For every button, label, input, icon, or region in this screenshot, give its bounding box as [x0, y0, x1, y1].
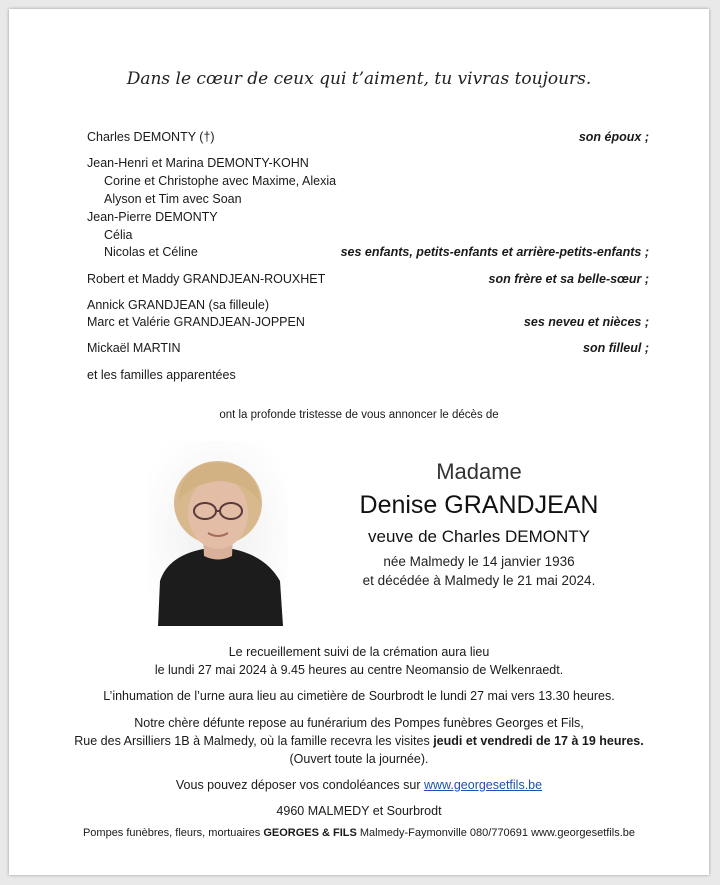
deceased-dates: [309, 552, 649, 590]
deceased-widow: veuve de Charles DEMONTY: [367, 527, 591, 546]
spouse-relation: son époux ;: [578, 130, 649, 144]
birth-line: née Malmedy le 14 janvier 1936: [383, 554, 575, 569]
obituary-card: [9, 9, 709, 875]
ceremony-line2: le lundi 27 mai 2024 à 9.45 heures au centre Neomansio de Welkenraedt.: [154, 663, 564, 677]
godson-relation: son filleul ;: [583, 341, 649, 355]
sibling-relation: son frère et sa belle-sœur ;: [488, 272, 649, 286]
grandchild1: Corine et Christophe avec Maxime, Alexia: [104, 174, 337, 188]
spouse-name: Charles DEMONTY (†): [87, 130, 215, 144]
child1: Jean-Henri et Marina DEMONTY-KOHN: [87, 156, 309, 170]
motto: Dans le cœur de ceux qui t’aiment, tu vivras toujours.: [126, 69, 592, 89]
grandchild3: Célia: [104, 228, 133, 242]
burial-line: L’inhumation de l’urne aura lieu au cimetière de Sourbrodt le lundi 27 mai vers 13.30 heures.: [103, 689, 615, 703]
niece-relation: ses neveu et nièces ;: [523, 315, 649, 329]
condolences-line: [9, 776, 709, 794]
rest-line2-text: Rue des Arsilliers 1B à Malmedy, où la famille recevra les visites: [74, 734, 434, 748]
footer-text1: Pompes funèbres, fleurs, mortuaires: [82, 827, 264, 839]
website-link[interactable]: www.georgesetfils.be: [423, 778, 543, 792]
death-line: et décédée à Malmedy le 21 mai 2024.: [362, 573, 596, 588]
visiting-hours: jeudi et vendredi de 17 à 19 heures.: [433, 734, 644, 748]
grandchild4: Nicolas et Céline: [104, 245, 198, 259]
footer-brand: GEORGES & FILS: [263, 827, 357, 839]
children-relation: ses enfants, petits-enfants et arrière-petits-enfants ;: [340, 245, 649, 259]
footer: [9, 827, 709, 839]
announcement: ont la profonde tristesse de vous annoncer le décès de: [219, 409, 499, 421]
rest-line3: (Ouvert toute la journée).: [289, 752, 429, 766]
niece1: Annick GRANDJEAN (sa filleule): [87, 298, 269, 312]
grandchild2: Alyson et Tim avec Soan: [104, 192, 242, 206]
rest-line2: [9, 732, 709, 750]
child2: Jean-Pierre DEMONTY: [87, 210, 218, 224]
portrait-illustration: [148, 441, 288, 626]
portrait-photo: [148, 441, 288, 626]
deceased-name: Denise GRANDJEAN: [359, 491, 599, 519]
rest-line1: Notre chère défunte repose au funérarium des Pompes funèbres Georges et Fils,: [134, 716, 584, 730]
sibling-name: Robert et Maddy GRANDJEAN-ROUXHET: [87, 272, 326, 286]
deceased-title: Madame: [436, 459, 522, 484]
address-line: 4960 MALMEDY et Sourbrodt: [276, 804, 442, 818]
footer-text2: Malmedy-Faymonville 080/770691 www.georgesetfils.be: [356, 827, 636, 839]
godson-name: Mickaël MARTIN: [87, 341, 181, 355]
ceremony-line1: Le recueillement suivi de la crémation aura lieu: [228, 645, 490, 659]
condolences-text: Vous pouvez déposer vos condoléances sur: [175, 778, 424, 792]
niece2-name: Marc et Valérie GRANDJEAN-JOPPEN: [87, 315, 305, 329]
other-families: et les familles apparentées: [87, 368, 236, 382]
